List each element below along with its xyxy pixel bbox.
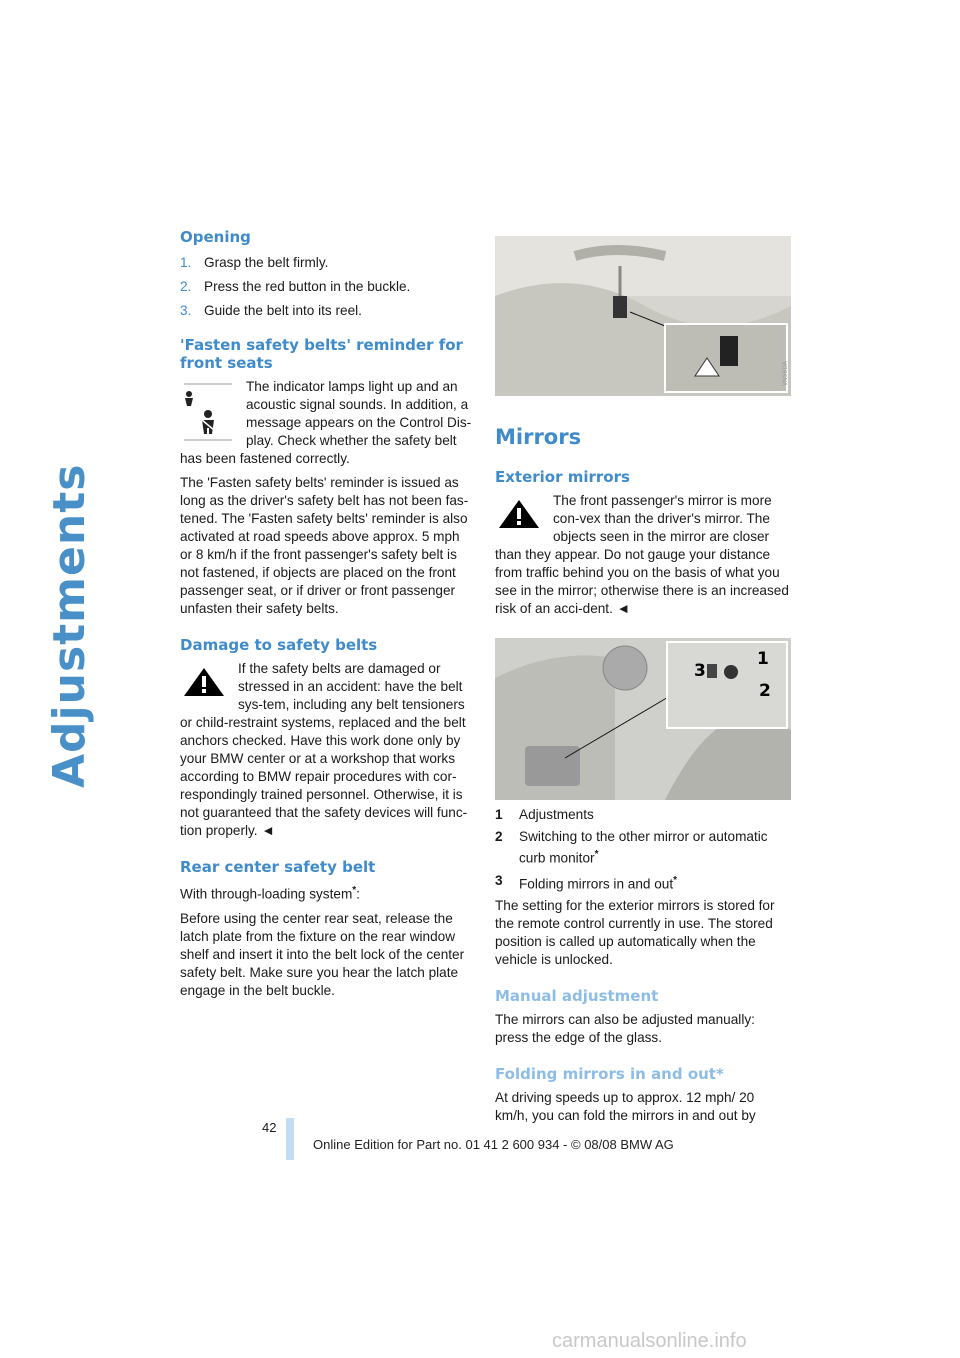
manual-adjustment-heading: Manual adjustment <box>495 987 659 1006</box>
manual-adjustment-text: The mirrors can also be adjusted manually: press the edge of the glass. <box>495 1012 755 1046</box>
damage-note: If the safety belts are damaged or stressed in an accident: have the belt sys-tem, including any belt tensioners or child-restraint systems, replaced and the belt anchors checked. Have this work done only by your BMW center or at a workshop that works according to BMW repair procedures with cor-respondingly trained personnel. Otherwise, it is not guaranteed that the safety devices will func-tion properly. ◄ <box>180 661 468 838</box>
callout-2: 2 <box>759 681 771 701</box>
right-column <box>495 236 791 1125</box>
reminder-heading: 'Fasten safety belts' reminder for front seats <box>180 336 463 372</box>
mirror-controls-legend <box>495 806 791 893</box>
step-item: 3. Guide the belt into its reel. <box>180 303 362 318</box>
warning-triangle-icon <box>495 496 543 532</box>
exterior-mirrors-heading: Exterior mirrors <box>495 468 630 486</box>
callout-3: 3 <box>694 661 706 681</box>
folding-mirrors-heading: Folding mirrors in and out* <box>495 1065 724 1084</box>
mirror-controls-photo <box>495 638 791 800</box>
callout-1: 1 <box>757 649 769 669</box>
warning-triangle-icon <box>180 664 228 700</box>
step-item: 2. Press the red button in the buckle. <box>180 279 411 294</box>
damage-heading: Damage to safety belts <box>180 636 378 654</box>
rear-belt-intro: With through-loading system*: <box>180 885 360 902</box>
footer-accent-bar <box>286 1118 294 1160</box>
step-item: 1. Grasp the belt firmly. <box>180 255 329 270</box>
mirror-setting-text: The setting for the exterior mirrors is stored for the remote control currently in use. The stored position is called up automatically when the vehicle is unlocked. <box>495 898 775 968</box>
left-column <box>180 228 475 1000</box>
svg-text:VN56DA: VN56DA <box>782 361 789 386</box>
rear-belt-heading: Rear center safety belt <box>180 858 376 876</box>
mirror-warning-note: The front passenger's mirror is more con-vex than the driver's mirror. The objects seen in the mirror are closer than they appear. Do not gauge your distance from traffic behind you on the basis of what you see in the mirror; otherwise there is an increased risk of an acci-dent. ◄ <box>495 493 789 616</box>
mirrors-heading: Mirrors <box>495 425 582 449</box>
rear-belt-body: Before using the center rear seat, release the latch plate from the fixture on the rear window shelf and insert it into the belt lock of the center safety belt. Make sure you hear the latch plate engage in the belt buckle. <box>180 910 465 998</box>
rear-seat-belt-photo <box>495 236 791 396</box>
watermark-text: carmanualsonline.info <box>552 1330 747 1352</box>
section-sidebar-title <box>44 228 114 788</box>
reminder-note: The indicator lamps light up and an acoustic signal sounds. In addition, a message appears on the Control Dis-play. Check whether the safety belt has been fastened correctly. <box>180 379 472 466</box>
sidebar-title-text: Adjustments <box>44 463 95 788</box>
opening-steps <box>180 254 475 320</box>
reminder-body: The 'Fasten safety belts' reminder is issued as long as the driver's safety belt has not been fas-tened. The 'Fasten safety belts' reminder is also activated at road speeds above approx. 5 mph or 8 km/h if the front passenger's safety belt is not fastened, if objects are placed on the front passenger seat, or if driver or front passenger unfasten their safety belts. <box>180 475 469 616</box>
footer-edition-text: Online Edition for Part no. 01 41 2 600 934 - © 08/08 BMW AG <box>313 1137 674 1152</box>
opening-heading: Opening <box>180 228 251 246</box>
folding-mirrors-text: At driving speeds up to approx. 12 mph/ 20 km/h, you can fold the mirrors in and out by <box>495 1090 756 1124</box>
list-item: 1 Adjustments <box>495 807 594 822</box>
seatbelt-indicator-icon <box>180 382 236 442</box>
list-item: 3 Folding mirrors in and out* <box>495 872 678 892</box>
list-item: 2 Switching to the other mirror or automatic curb monitor* <box>495 829 768 866</box>
page-number: 42 <box>262 1120 277 1135</box>
